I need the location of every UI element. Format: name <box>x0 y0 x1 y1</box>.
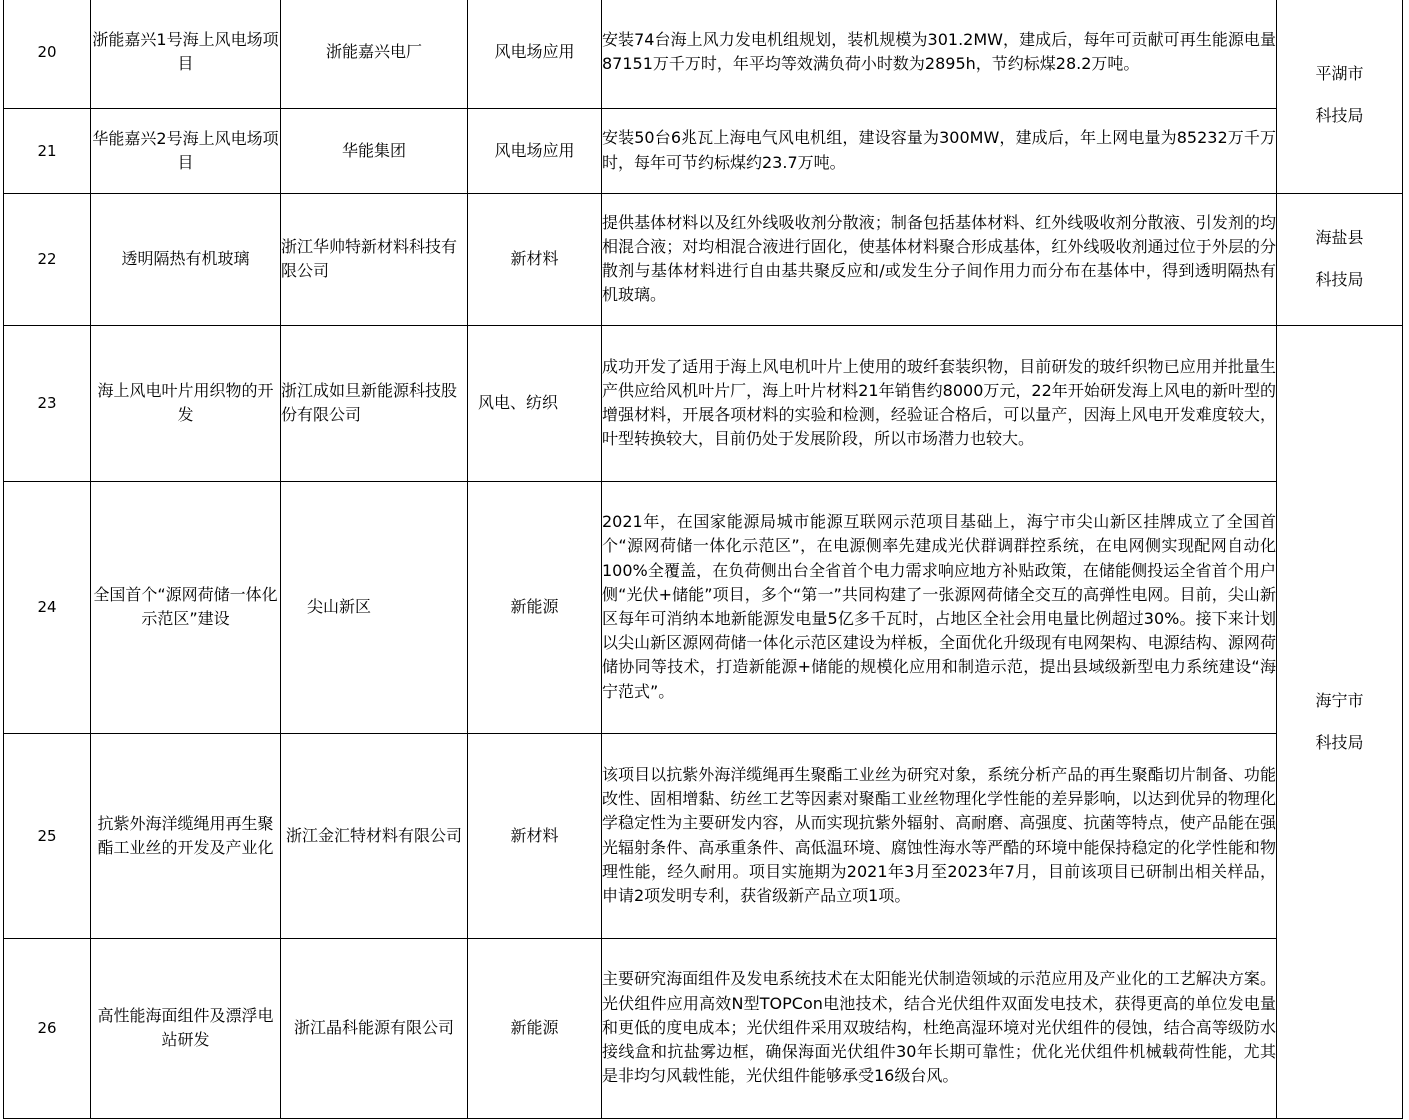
unit-name: 浙江华帅特新材料科技有限公司 <box>281 193 468 325</box>
project-name: 浙能嘉兴1号海上风电场项目 <box>91 0 281 108</box>
project-description: 安装74台海上风力发电机组规划，装机规模为301.2MW，建成后，每年可贡献可再生能源电量87151万千万时，年平均等效满负荷小时数为2895h，节约标煤28.2万吨。 <box>602 0 1277 108</box>
project-description: 主要研究海面组件及发电系统技术在太阳能光伏制造领域的示范应用及产业化的工艺解决方案。光伏组件应用高效N型TOPCon电池技术，结合光伏组件双面发电技术，获得更高的单位发电量和更低的度电成本；光伏组件采用双玻结构，杜绝高湿环境对光伏组件的侵蚀，结合高等级防水接线盒和抗盐雾边框，确保海面光伏组件30年长期可靠性；优化光伏组件机械载荷性能，尤其是非均匀风载性能，光伏组件能够承受16级台风。 <box>602 938 1277 1118</box>
project-name: 透明隔热有机玻璃 <box>91 193 281 325</box>
project-description: 提供基体材料以及红外线吸收剂分散液；制备包括基体材料、红外线吸收剂分散液、引发剂的均相混合液；对均相混合液进行固化，使基体材料聚合形成基体，红外线吸收剂通过位于外层的分散剂与基体材料进行自由基共聚反应和/或发生分子间作用力而分布在基体中，得到透明隔热有机玻璃。 <box>602 193 1277 325</box>
department-haiyan <box>1277 193 1403 325</box>
table-row <box>4 325 1403 481</box>
table-row <box>4 733 1403 938</box>
field-category: 新材料 <box>468 733 602 938</box>
unit-name: 尖山新区 <box>281 481 468 733</box>
row-number: 24 <box>4 481 91 733</box>
field-category: 风电、纺织 <box>468 325 602 481</box>
department-pinghu <box>1277 0 1403 193</box>
unit-name: 浙江晶科能源有限公司 <box>281 938 468 1118</box>
field-category: 新能源 <box>468 481 602 733</box>
department-line: 科技局 <box>1315 732 1364 752</box>
table-row <box>4 938 1403 1118</box>
unit-name: 浙江成如旦新能源科技股份有限公司 <box>281 325 468 481</box>
unit-name: 浙能嘉兴电厂 <box>281 0 468 108</box>
project-name: 高性能海面组件及漂浮电站研发 <box>91 938 281 1118</box>
unit-name: 华能集团 <box>281 108 468 193</box>
project-name: 海上风电叶片用织物的开发 <box>91 325 281 481</box>
project-name: 全国首个“源网荷储一体化示范区”建设 <box>91 481 281 733</box>
department-line: 海盐县 <box>1315 228 1364 247</box>
department-line: 海宁市 <box>1315 690 1364 710</box>
project-description: 安装50台6兆瓦上海电气风电机组，建设容量为300MW，建成后，年上网电量为85232万千万时，每年可节约标煤约23.7万吨。 <box>602 108 1277 193</box>
field-category: 新能源 <box>468 938 602 1118</box>
project-description: 2021年，在国家能源局城市能源互联网示范项目基础上，海宁市尖山新区挂牌成立了全国首个“源网荷储一体化示范区”，在电源侧率先建成光伏群调群控系统，在电网侧实现配网自动化100%全覆盖，在负荷侧出台全省首个电力需求响应地方补贴政策，在储能侧投运全省首个用户侧“光伏+储能”项目，多个“第一”共同构建了一张源网荷储全交互的高弹性电网。目前，尖山新区每年可消纳本地新能源发电量5亿多千瓦时，占地区全社会用电量比例超过30%。接下来计划以尖山新区源网荷储一体化示范区建设为样板，全面优化升级现有电网架构、电源结构、源网荷储协同等技术，打造新能源+储能的规模化应用和制造示范，提出县域级新型电力系统建设“海宁范式”。 <box>602 481 1277 733</box>
project-description: 成功开发了适用于海上风电机叶片上使用的玻纤套装织物，目前研发的玻纤织物已应用并批量生产供应给风机叶片厂，海上叶片材料21年销售约8000万元，22年开始研发海上风电的新叶型的增强材料，开展各项材料的实验和检测，经验证合格后，可以量产，因海上风电开发难度较大，叶型转换较大，目前仍处于发展阶段，所以市场潜力也较大。 <box>602 325 1277 481</box>
field-category: 风电场应用 <box>468 108 602 193</box>
row-number: 20 <box>4 0 91 108</box>
table-row <box>4 193 1403 325</box>
department-line: 平湖市 <box>1315 63 1364 83</box>
unit-name: 浙江金汇特材料有限公司 <box>281 733 468 938</box>
row-number: 22 <box>4 193 91 325</box>
table-row <box>4 481 1403 733</box>
department-haining <box>1277 325 1403 1118</box>
table-row <box>4 0 1403 108</box>
row-number: 21 <box>4 108 91 193</box>
field-category: 新材料 <box>468 193 602 325</box>
row-number: 23 <box>4 325 91 481</box>
field-category: 风电场应用 <box>468 0 602 108</box>
project-table <box>3 0 1403 1119</box>
row-number: 25 <box>4 733 91 938</box>
department-line: 科技局 <box>1315 270 1364 289</box>
table-row <box>4 108 1403 193</box>
department-line: 科技局 <box>1315 105 1364 125</box>
project-name: 抗紫外海洋缆绳用再生聚酯工业丝的开发及产业化 <box>91 733 281 938</box>
row-number: 26 <box>4 938 91 1118</box>
project-description: 该项目以抗紫外海洋缆绳再生聚酯工业丝为研究对象，系统分析产品的再生聚酯切片制备、功能改性、固相增黏、纺丝工艺等因素对聚酯工业丝物理化学性能的差异影响，以达到优异的物理化学稳定性为主要研发内容，从而实现抗紫外辐射、高耐磨、高强度、抗菌等特点，使产品能在强光辐射条件、高承重条件、高低温环境、腐蚀性海水等严酷的环境中能保持稳定的化学性能和物理性能，经久耐用。项目实施期为2021年3月至2023年7月，目前该项目已研制出相关样品，申请2项发明专利，获省级新产品立项1项。 <box>602 733 1277 938</box>
project-name: 华能嘉兴2号海上风电场项目 <box>91 108 281 193</box>
